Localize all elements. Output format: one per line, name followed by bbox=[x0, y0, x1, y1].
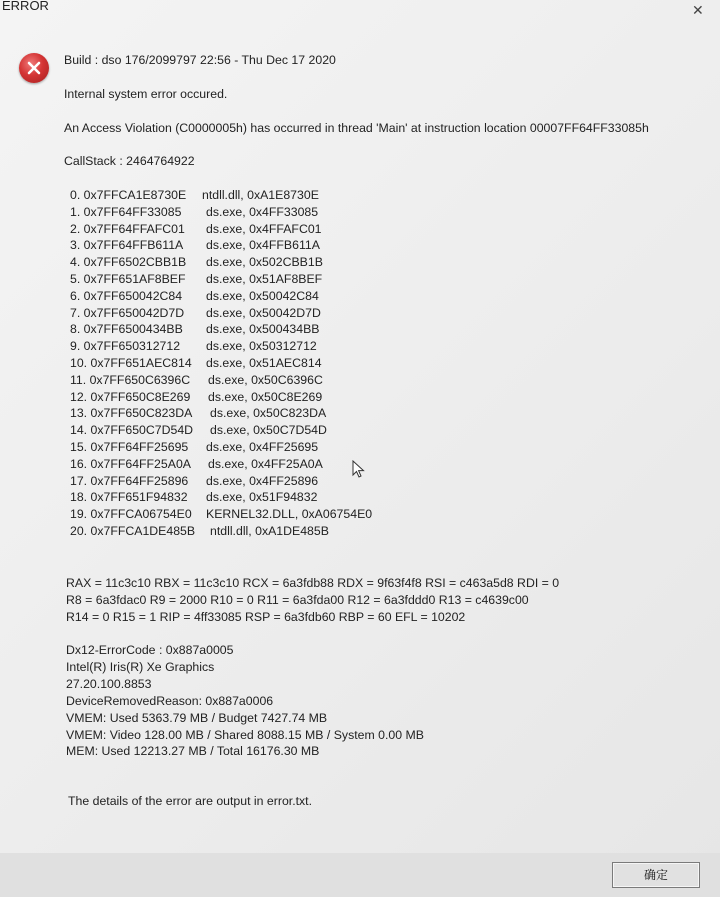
stack-module: ds.exe, 0x4FFAFC01 bbox=[206, 221, 322, 236]
stack-module: KERNEL32.DLL, 0xA06754E0 bbox=[206, 507, 373, 522]
access-violation-text: An Access Violation (C0000005h) has occurred in thread 'Main' at instruction location 00007FF64FF33085h bbox=[64, 121, 649, 135]
stack-address: 5. 0x7FF651AF8BEF bbox=[70, 271, 186, 286]
stack-row bbox=[70, 322, 372, 339]
ok-button[interactable]: 确定 bbox=[612, 862, 700, 888]
stack-row bbox=[70, 390, 372, 407]
stack-module: ds.exe, 0x51AF8BEF bbox=[206, 271, 323, 286]
stack-module: ds.exe, 0x4FF25695 bbox=[206, 439, 319, 454]
details-text: The details of the error are output in error.txt. bbox=[68, 794, 313, 808]
stack-row bbox=[70, 222, 372, 239]
stack-row bbox=[70, 474, 372, 491]
stack-row bbox=[70, 406, 372, 423]
stack-address: 1. 0x7FF64FF33085 bbox=[70, 204, 182, 219]
stack-module: ds.exe, 0x50C6396C bbox=[208, 372, 323, 387]
stack-address: 16. 0x7FF64FF25A0A bbox=[70, 456, 191, 471]
stack-address: 17. 0x7FF64FF25896 bbox=[70, 473, 189, 488]
driver-version: 27.20.100.8853 bbox=[66, 677, 152, 691]
stack-module: ds.exe, 0x50042C84 bbox=[206, 288, 319, 303]
window-title: ERROR bbox=[2, 0, 49, 13]
stack-address: 4. 0x7FF6502CBB1B bbox=[70, 255, 187, 270]
stack-row bbox=[70, 339, 372, 356]
stack-address: 12. 0x7FF650C8E269 bbox=[70, 389, 191, 404]
stack-row bbox=[70, 306, 372, 323]
registers-line: R14 = 0 R15 = 1 RIP = 4ff33085 RSP = 6a3fdb60 RBP = 60 EFL = 10202 bbox=[66, 610, 466, 624]
close-icon[interactable]: ✕ bbox=[692, 2, 704, 18]
stack-module: ds.exe, 0x50C8E269 bbox=[208, 389, 323, 404]
stack-module: ds.exe, 0x500434BB bbox=[206, 322, 320, 337]
stack-row bbox=[70, 255, 372, 272]
error-message: Internal system error occured. bbox=[64, 87, 228, 101]
stack-row bbox=[70, 238, 372, 255]
stack-address: 10. 0x7FF651AEC814 bbox=[70, 355, 192, 370]
registers-line: R8 = 6a3fdac0 R9 = 2000 R10 = 0 R11 = 6a3fda00 R12 = 6a3fddd0 R13 = c4639c00 bbox=[66, 593, 529, 607]
device-removed-reason: DeviceRemovedReason: 0x887a0006 bbox=[66, 694, 274, 708]
stack-row bbox=[70, 289, 372, 306]
registers-line: RAX = 11c3c10 RBX = 11c3c10 RCX = 6a3fdb88 RDX = 9f63f4f8 RSI = c463a5d8 RDI = 0 bbox=[66, 576, 560, 590]
stack-address: 13. 0x7FF650C823DA bbox=[70, 406, 193, 421]
stack-row bbox=[70, 507, 372, 524]
stack-module: ds.exe, 0x502CBB1B bbox=[206, 255, 323, 270]
stack-address: 8. 0x7FF6500434BB bbox=[70, 322, 183, 337]
stack-module: ds.exe, 0x4FF33085 bbox=[206, 204, 319, 219]
stack-module: ds.exe, 0x4FFB611A bbox=[206, 238, 320, 253]
stack-module: ds.exe, 0x4FF25896 bbox=[206, 473, 319, 488]
callstack-header: CallStack : 2464764922 bbox=[64, 154, 195, 168]
vmem-breakdown: VMEM: Video 128.00 MB / Shared 8088.15 MB / System 0.00 MB bbox=[66, 728, 424, 742]
stack-row bbox=[70, 188, 372, 205]
stack-row bbox=[70, 524, 372, 541]
stack-row bbox=[70, 373, 372, 390]
stack-module: ds.exe, 0x51AEC814 bbox=[206, 355, 322, 370]
stack-row bbox=[70, 490, 372, 507]
stack-address: 0. 0x7FFCA1E8730E bbox=[70, 188, 187, 202]
vmem-budget: VMEM: Used 5363.79 MB / Budget 7427.74 MB bbox=[66, 711, 328, 725]
stack-address: 14. 0x7FF650C7D54D bbox=[70, 423, 194, 438]
stack-address: 3. 0x7FF64FFB611A bbox=[70, 238, 184, 253]
stack-module: ntdll.dll, 0xA1E8730E bbox=[202, 188, 319, 202]
stack-address: 20. 0x7FFCA1DE485B bbox=[70, 523, 196, 538]
stack-module: ds.exe, 0x50312712 bbox=[206, 339, 317, 354]
stack-module: ds.exe, 0x51F94832 bbox=[206, 490, 318, 505]
mouse-pointer-icon bbox=[352, 460, 366, 480]
stack-module: ds.exe, 0x4FF25A0A bbox=[208, 456, 323, 471]
stack-row bbox=[70, 272, 372, 289]
title-bar bbox=[0, 0, 720, 26]
stack-module: ds.exe, 0x50042D7D bbox=[206, 305, 321, 320]
stack-row bbox=[70, 423, 372, 440]
stack-address: 9. 0x7FF650312712 bbox=[70, 339, 181, 354]
stack-address: 18. 0x7FF651F94832 bbox=[70, 490, 188, 505]
stack-address: 2. 0x7FF64FFAFC01 bbox=[70, 221, 185, 236]
stack-address: 11. 0x7FF650C6396C bbox=[70, 372, 191, 387]
stack-module: ds.exe, 0x50C7D54D bbox=[210, 423, 327, 438]
stack-address: 7. 0x7FF650042D7D bbox=[70, 305, 185, 320]
stack-row bbox=[70, 205, 372, 222]
stack-row bbox=[70, 356, 372, 373]
stack-module: ntdll.dll, 0xA1DE485B bbox=[210, 523, 329, 538]
gpu-name: Intel(R) Iris(R) Xe Graphics bbox=[66, 660, 215, 674]
error-icon bbox=[19, 53, 49, 83]
gpu-error-code: Dx12-ErrorCode : 0x887a0005 bbox=[66, 643, 234, 657]
mem-usage: MEM: Used 12213.27 MB / Total 16176.30 MB bbox=[66, 744, 320, 758]
stack-address: 6. 0x7FF650042C84 bbox=[70, 288, 183, 303]
stack-address: 19. 0x7FFCA06754E0 bbox=[70, 507, 192, 522]
build-info: Build : dso 176/2099797 22:56 - Thu Dec 17 2020 bbox=[64, 53, 336, 67]
stack-module: ds.exe, 0x50C823DA bbox=[210, 406, 327, 421]
stack-address: 15. 0x7FF64FF25695 bbox=[70, 439, 189, 454]
stack-row bbox=[70, 457, 372, 474]
callstack-list bbox=[70, 188, 372, 541]
stack-row bbox=[70, 440, 372, 457]
